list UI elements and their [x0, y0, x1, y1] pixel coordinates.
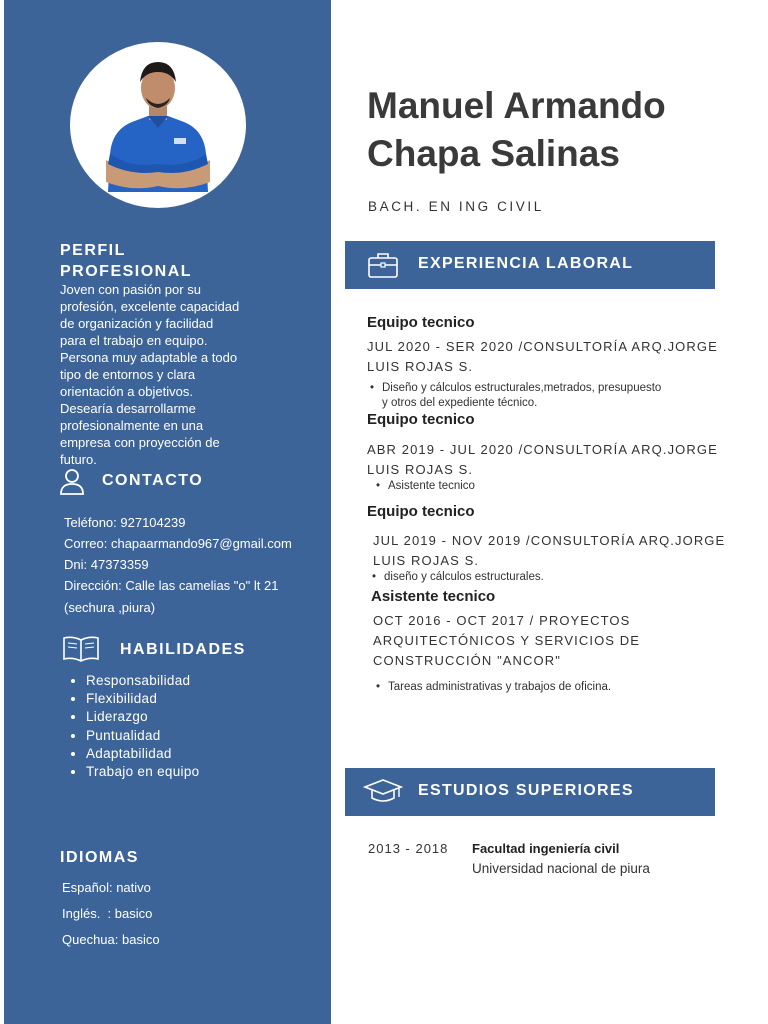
- contact-address: Dirección: Calle las camelias "o" lt 21: [64, 578, 279, 593]
- skill-item: • Adaptabilidad: [86, 745, 226, 763]
- skill-item: • Liderazgo: [86, 708, 226, 726]
- profile-line: profesión, excelente capacidad: [60, 299, 240, 314]
- job-bullet-line: • diseño y cálculos estructurales.: [384, 571, 544, 583]
- job-bullet-line: y otros del expediente técnico.: [382, 397, 538, 409]
- sidebar: [4, 0, 331, 1024]
- profile-line: Desearía desarrollarme: [60, 401, 196, 416]
- profile-line: para el trabajo en equipo.: [60, 333, 208, 348]
- education-years: 2013 - 2018: [368, 841, 449, 856]
- job-date-line: LUIS ROJAS S.: [367, 462, 474, 477]
- profile-heading-line1: PERFIL: [60, 242, 126, 259]
- profile-heading: [60, 240, 192, 282]
- contact-heading: CONTACTO: [102, 472, 204, 489]
- job-title-subtitle: BACH. EN ING CIVIL: [368, 199, 544, 214]
- job-date-line: LUIS ROJAS S.: [367, 359, 474, 374]
- experience-heading: EXPERIENCIA LABORAL: [418, 255, 634, 272]
- skill-item: • Flexibilidad: [86, 690, 226, 708]
- job-bullet-line: • Diseño y cálculos estructurales,metrados, presupuesto: [382, 382, 662, 394]
- briefcase-icon: [367, 250, 399, 280]
- skills-heading: HABILIDADES: [120, 641, 246, 658]
- skill-item: • Responsabilidad: [86, 672, 226, 690]
- job-dates: [367, 337, 732, 377]
- contact-dni: Dni: 47373359: [64, 557, 149, 572]
- job-date-line: CONSTRUCCIÓN "ANCOR": [373, 653, 561, 668]
- full-name: [367, 82, 666, 178]
- job-bullet: [368, 479, 718, 494]
- job-date-line: LUIS ROJAS S.: [373, 553, 480, 568]
- job-dates: [373, 531, 738, 571]
- job-dates: [367, 440, 732, 480]
- profile-photo: [70, 42, 246, 208]
- education-faculty: Facultad ingeniería civil: [472, 841, 620, 856]
- profile-heading-line2: PROFESIONAL: [60, 263, 193, 280]
- education-header: [345, 768, 715, 816]
- skills-list: [70, 672, 226, 781]
- job-title: Equipo tecnico: [367, 314, 475, 331]
- language-item: Español: nativo: [62, 880, 151, 895]
- job-title: Equipo tecnico: [367, 411, 475, 428]
- profile-line: futuro.: [60, 452, 97, 467]
- job-bullet-line: • Asistente tecnico: [388, 480, 475, 492]
- job-date-line: ABR 2019 - JUL 2020 /CONSULTORÍA ARQ.JORGE: [367, 442, 718, 457]
- contact-email: Correo: chapaarmando967@gmail.com: [64, 536, 292, 551]
- job-title: Equipo tecnico: [367, 503, 475, 520]
- education-heading: ESTUDIOS SUPERIORES: [418, 782, 634, 799]
- book-icon: [62, 635, 100, 663]
- profile-line: orientación a objetivos.: [60, 384, 193, 399]
- profile-line: de organización y facilidad: [60, 316, 214, 331]
- person-photo-illustration: [70, 42, 246, 208]
- job-title: Asistente tecnico: [371, 588, 496, 605]
- skill-item: • Trabajo en equipo: [86, 763, 226, 781]
- job-bullet: [364, 570, 714, 585]
- languages-heading: IDIOMAS: [60, 849, 139, 866]
- profile-line: profesionalmente en una: [60, 418, 204, 433]
- language-item: Inglés. : basico: [62, 906, 153, 921]
- job-date-line: JUL 2020 - SER 2020 /CONSULTORÍA ARQ.JORGE: [367, 339, 718, 354]
- job-date-line: JUL 2019 - NOV 2019 /CONSULTORÍA ARQ.JORGE: [373, 533, 726, 548]
- contact-address-city: (sechura ,piura): [64, 600, 156, 615]
- contact-phone: Teléfono: 927104239: [64, 515, 186, 530]
- education-university: Universidad nacional de piura: [472, 861, 650, 876]
- job-bullet: [368, 680, 718, 695]
- profile-line: tipo de entornos y clara: [60, 367, 196, 382]
- profile-line: empresa con proyección de: [60, 435, 220, 450]
- job-date-line: OCT 2016 - OCT 2017 / PROYECTOS: [373, 613, 631, 628]
- graduation-cap-icon: [363, 777, 403, 807]
- language-item: Quechua: basico: [62, 932, 160, 947]
- name-line1: Manuel Armando: [367, 85, 666, 126]
- skill-item: • Puntualidad: [86, 727, 226, 745]
- experience-header: [345, 241, 715, 289]
- profile-line: Persona muy adaptable a todo: [60, 350, 238, 365]
- name-line2: Chapa Salinas: [367, 133, 620, 174]
- profile-text: [60, 281, 320, 468]
- job-dates: [373, 611, 738, 671]
- user-icon: [58, 468, 86, 496]
- job-date-line: ARQUITECTÓNICOS Y SERVICIOS DE: [373, 633, 641, 648]
- profile-line: Joven con pasión por su: [60, 282, 201, 297]
- job-bullet-line: • Tareas administrativas y trabajos de oficina.: [388, 681, 612, 693]
- job-bullet: [362, 381, 712, 411]
